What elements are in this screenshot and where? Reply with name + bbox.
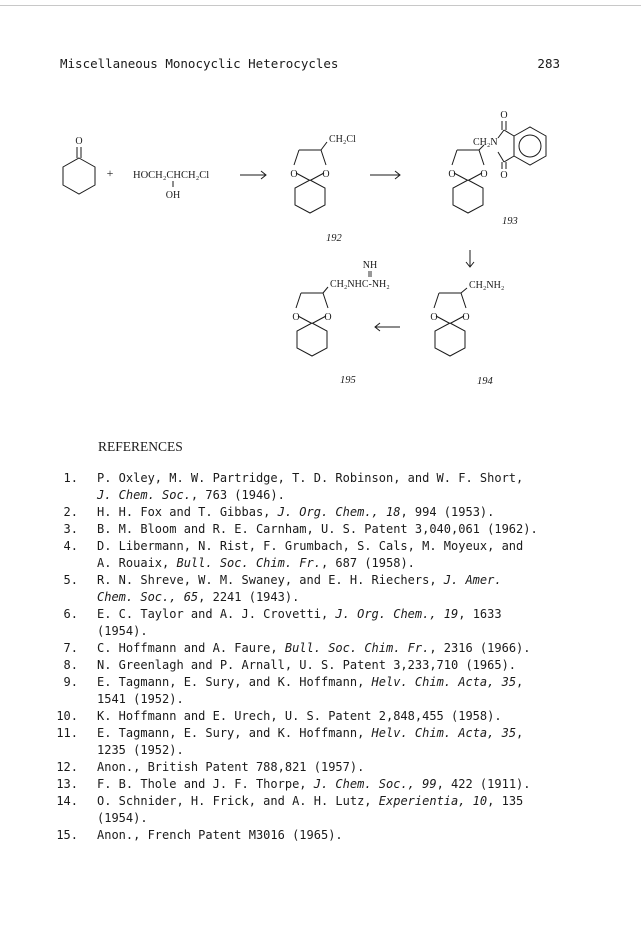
reference-line	[97, 589, 576, 606]
reference-journal: Experientia, 10	[378, 794, 488, 808]
reference-text: Anon., British Patent 788,821 (1957).	[97, 760, 365, 774]
reference-text: (1954).	[97, 811, 148, 825]
compound-label-193: 193	[502, 216, 518, 227]
reference-text: , 763 (1946).	[190, 488, 285, 502]
references-heading: REFERENCES	[98, 439, 183, 454]
reference-text: K. Hoffmann and E. Urech, U. S. Patent 2,848,455 (1958).	[97, 709, 502, 723]
reaction-arrow-3	[466, 250, 474, 267]
reference-text: A. Rouaix,	[97, 556, 177, 570]
reference-journal: Helv. Chim. Acta, 35	[371, 675, 517, 689]
reference-text: C. Hoffmann and A. Faure,	[97, 641, 285, 655]
reference-text: D. Libermann, N. Rist, F. Grumbach, S. Cals, M. Moyeux, and	[97, 539, 524, 553]
ring-oxygen-right: O	[322, 169, 330, 180]
reference-line	[97, 708, 576, 725]
reference-journal: Chem. Soc., 65	[97, 590, 199, 604]
reference-line	[97, 674, 576, 691]
reference-line	[97, 776, 576, 793]
reference-line	[97, 504, 576, 521]
reference-item	[56, 776, 576, 793]
plus-sign: +	[106, 166, 114, 180]
ring-oxygen-right: O	[462, 312, 470, 323]
reference-line	[97, 793, 576, 810]
reference-number: 1.	[63, 471, 78, 485]
reference-journal: J. Chem. Soc., 99	[313, 777, 437, 791]
reference-text: 1235 (1952).	[97, 743, 184, 757]
reaction-arrow-1	[240, 171, 266, 179]
reference-number: 5.	[63, 573, 78, 587]
reference-text: P. Oxley, M. W. Partridge, T. D. Robinson, and W. F. Short,	[97, 471, 524, 485]
reference-text: , 687 (1958).	[320, 556, 415, 570]
substituent-ch2cl: CH₂Cl	[329, 134, 356, 145]
reference-number: 11.	[56, 726, 78, 740]
reaction-scheme	[40, 95, 560, 395]
reference-line	[97, 572, 576, 589]
imine-nh: NH	[362, 260, 378, 271]
compound-label-195: 195	[340, 375, 356, 386]
compound-193-structure	[448, 110, 546, 213]
running-head	[60, 56, 560, 71]
reference-line	[97, 487, 576, 504]
reference-line	[97, 810, 576, 827]
reference-line	[97, 725, 576, 742]
reference-text: E. C. Taylor and A. J. Crovetti,	[97, 607, 336, 621]
reference-line	[97, 606, 576, 623]
reference-number: 2.	[63, 505, 78, 519]
ring-oxygen-left: O	[448, 169, 456, 180]
reference-line	[97, 657, 576, 674]
reference-text: , 135	[487, 794, 524, 808]
ring-oxygen-right: O	[324, 312, 332, 323]
reference-text: R. N. Shreve, W. M. Swaney, and E. H. Riechers,	[97, 573, 444, 587]
reference-text: , 2241 (1943).	[198, 590, 300, 604]
reference-line	[97, 742, 576, 759]
cyclohexanone-structure	[63, 136, 95, 194]
reference-item	[56, 606, 576, 640]
reference-item	[56, 793, 576, 827]
reference-number: 10.	[56, 709, 78, 723]
reference-item	[56, 674, 576, 708]
reference-journal: Bull. Soc. Chim. Fr.	[176, 556, 321, 570]
reference-text: Anon., French Patent M3016 (1965).	[97, 828, 343, 842]
reference-journal: J. Chem. Soc.	[97, 488, 191, 502]
reference-item	[56, 827, 576, 844]
reference-item	[56, 708, 576, 725]
reference-item	[56, 657, 576, 674]
reagent-structure	[133, 170, 209, 201]
running-title: Miscellaneous Monocyclic Heterocycles	[60, 56, 339, 71]
reference-item	[56, 759, 576, 776]
reference-text: 1541 (1952).	[97, 692, 184, 706]
linker-ch2n: CH₂N	[473, 137, 498, 148]
reaction-arrow-2	[370, 171, 400, 179]
reference-journal: Helv. Chim. Acta, 35	[371, 726, 517, 740]
reference-text: , 994 (1953).	[400, 505, 495, 519]
ring-oxygen-left: O	[290, 169, 298, 180]
reagent-hydroxyl: OH	[165, 190, 181, 201]
reference-journal: J. Org. Chem., 19	[335, 607, 459, 621]
reference-item	[56, 538, 576, 572]
reference-journal: J. Org. Chem., 18	[277, 505, 401, 519]
reference-text: F. B. Thole and J. F. Thorpe,	[97, 777, 314, 791]
ketone-oxygen: O	[75, 136, 83, 147]
reference-item	[56, 470, 576, 504]
reference-number: 9.	[63, 675, 78, 689]
reference-text: E. Tagmann, E. Sury, and K. Hoffmann,	[97, 675, 372, 689]
reference-item	[56, 640, 576, 657]
reference-item	[56, 521, 576, 538]
reference-number: 8.	[63, 658, 78, 672]
reference-journal: Bull. Soc. Chim. Fr.	[284, 641, 430, 655]
ring-oxygen-left: O	[292, 312, 300, 323]
reference-line	[97, 759, 576, 776]
reference-text: , 422 (1911).	[436, 777, 531, 791]
compound-192-structure	[290, 134, 356, 213]
reference-number: 3.	[63, 522, 78, 536]
compound-194-structure	[430, 280, 504, 356]
reference-line	[97, 640, 576, 657]
reference-text: O. Schnider, H. Frick, and A. H. Lutz,	[97, 794, 379, 808]
compound-195-structure	[292, 260, 389, 356]
compound-label-194: 194	[477, 376, 493, 387]
top-rule	[0, 5, 641, 6]
reference-line	[97, 470, 576, 487]
reference-item	[56, 725, 576, 759]
reference-number: 12.	[56, 760, 78, 774]
reference-text: ,	[516, 675, 524, 689]
imide-oxygen-top: O	[500, 110, 508, 121]
reference-line	[97, 691, 576, 708]
reference-number: 7.	[63, 641, 78, 655]
references-list	[56, 470, 576, 844]
reference-text: , 2316 (1966).	[429, 641, 531, 655]
reference-item	[56, 504, 576, 521]
ring-oxygen-right: O	[480, 169, 488, 180]
compound-label-192: 192	[326, 233, 342, 244]
reaction-arrow-4	[375, 323, 400, 331]
reference-number: 6.	[63, 607, 78, 621]
reference-item	[56, 572, 576, 606]
reference-line	[97, 827, 576, 844]
reference-line	[97, 538, 576, 555]
substituent-ch2nh2: CH₂NH₂	[469, 280, 505, 291]
reagent-formula: HOCH₂CHCH₂Cl	[133, 170, 210, 181]
imide-oxygen-bottom: O	[500, 170, 508, 181]
reference-number: 14.	[56, 794, 78, 808]
reference-text: , 1633	[458, 607, 502, 621]
reference-line	[97, 555, 576, 572]
reference-text: (1954).	[97, 624, 148, 638]
reference-number: 4.	[63, 539, 78, 553]
reference-journal: J. Amer.	[443, 573, 502, 587]
page-number: 283	[537, 56, 560, 71]
reference-line	[97, 623, 576, 640]
ring-oxygen-left: O	[430, 312, 438, 323]
reference-number: 13.	[56, 777, 78, 791]
reference-text: E. Tagmann, E. Sury, and K. Hoffmann,	[97, 726, 372, 740]
reference-number: 15.	[56, 828, 78, 842]
reference-text: B. M. Bloom and R. E. Carnham, U. S. Patent 3,040,061 (1962).	[97, 522, 538, 536]
reference-text: H. H. Fox and T. Gibbas,	[97, 505, 278, 519]
reference-text: N. Greenlagh and P. Arnall, U. S. Patent 3,233,710 (1965).	[97, 658, 517, 672]
reference-line	[97, 521, 576, 538]
reference-text: ,	[516, 726, 524, 740]
substituent-guanidine: CH₂NHC-NH₂	[330, 279, 390, 290]
